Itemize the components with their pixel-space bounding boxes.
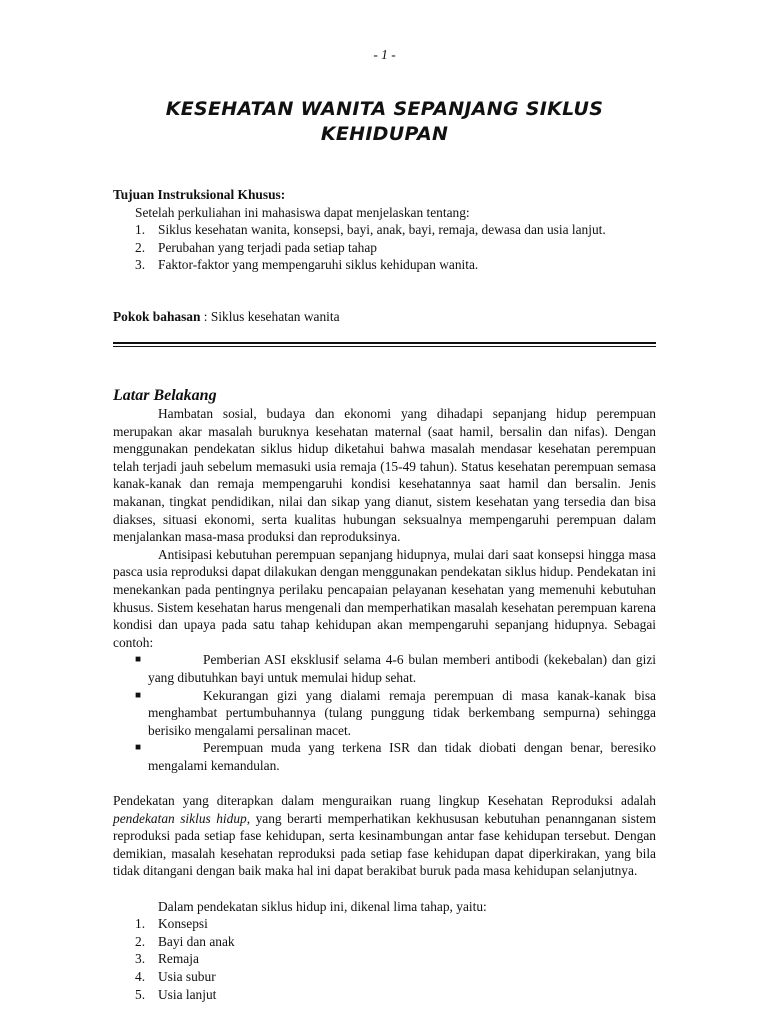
list-item-number: 1. xyxy=(135,916,146,932)
topic-line xyxy=(113,308,340,326)
objectives-list xyxy=(113,221,656,274)
bullet-icon: ■ xyxy=(135,742,142,754)
topic-value: Siklus kesehatan wanita xyxy=(210,309,340,324)
list-item xyxy=(113,986,656,1004)
list-item xyxy=(113,239,656,257)
objectives-heading: Tujuan Instruksional Khusus: xyxy=(113,187,286,202)
section-heading: Latar Belakang xyxy=(113,387,217,404)
list-item-text: Perubahan yang terjadi pada setiap tahap xyxy=(158,239,377,255)
paragraph: Antisipasi kebutuhan perempuan sepanjang hidupnya, mulai dari saat konsepsi hingga masa pasca usia reproduksi dapat dilakukan dengan menggunakan pendekatan siklus hidup. Pendekatan ini menekankan pada pentingnya perilaku pencapaian pelayanan kesehatan yang memenuhi kebutuhan khusus. Sistem kesehatan harus mengenali dan memperhatikan masalah kesehatan perempuan karena kondisi dan upaya pada satu tahap kehidupan akan mempengaruhi sepanjang hidupnya. Sebagai contoh: xyxy=(113,546,656,650)
list-item xyxy=(113,687,656,740)
list-item xyxy=(113,651,656,686)
spacer xyxy=(113,774,656,792)
list-item-number: 3. xyxy=(135,951,146,967)
list-item-number: 1. xyxy=(135,222,146,238)
example-list xyxy=(113,651,656,774)
list-item-text: Usia subur xyxy=(158,969,216,984)
bullet-icon: ■ xyxy=(135,689,142,701)
list-item xyxy=(113,256,656,274)
list-item-number: 3. xyxy=(135,257,146,273)
page-number: - 1 - xyxy=(373,47,396,62)
stages-intro: Dalam pendekatan siklus hidup ini, dikenal lima tahap, yaitu: xyxy=(158,898,487,914)
topic-label: Pokok bahasan xyxy=(113,309,201,324)
list-item-text: Bayi dan anak xyxy=(158,933,235,949)
list-item xyxy=(113,933,656,951)
list-item xyxy=(113,739,656,774)
list-item xyxy=(113,968,656,986)
objectives-intro: Setelah perkuliahan ini mahasiswa dapat menjelaskan tentang: xyxy=(135,204,470,220)
title-line-1: KESEHATAN WANITA SEPANJANG SIKLUS xyxy=(165,98,604,120)
list-item-text: Konsepsi xyxy=(158,916,208,932)
bullet-icon: ■ xyxy=(135,654,142,666)
paragraph: Hambatan sosial, budaya dan ekonomi yang dihadapi sepanjang hidup perempuan merupakan akar masalah buruknya kesehatan maternal (saat hamil, bersalin dan nifas). Dengan menggunakan pendekatan siklus hidup diketahui bahwa masalah mendasar kesehatan perempuan telah terjadi jauh sebelum memasuki usia remaja (15-49 tahun). Status kesehatan perempuan semasa kanak-kanak dan remaja mempengaruhi kondisi kesehatannya saat hamil dan bersalin. Jenis makanan, tingkat pendidikan, nilai dan sikap yang dianut, sistem kesehatan yang tersedia dan bisa diakses, situasi ekonomi, serta kualitas hubungan seksualnya mempengaruhi perempuan dalam menjalankan masa-masa produksi dan reproduksinya. xyxy=(113,406,656,545)
paragraph-text: , yang berarti memperhatikan kekhususan kebutuhan penannganan sistem reproduksi pada setiap fase kehidupan, serta kesinambungan antar fase kehidupan tersebut. Dengan demikian, masalah kesehatan reproduksi pada setiap fase kehidupan dapat diperkirakan, yang bila tidak ditangani dengan baik maka hal ini dapat berakibat buruk pada masa kehidupan selanjutnya. xyxy=(113,810,656,879)
paragraph-emphasis: pendekatan siklus hidup xyxy=(113,810,247,826)
spacer xyxy=(113,880,656,898)
list-item xyxy=(113,221,656,239)
paragraph xyxy=(113,792,656,880)
paragraph-text: Pendekatan yang diterapkan dalam menguraikan ruang lingkup Kesehatan Reproduksi adalah xyxy=(113,793,656,809)
list-item xyxy=(113,915,656,933)
list-item-number: 2. xyxy=(135,933,146,949)
objectives-section xyxy=(113,186,656,274)
stages-list xyxy=(113,915,656,1003)
list-item-text: Faktor-faktor yang mempengaruhi siklus kehidupan wanita. xyxy=(158,257,479,273)
list-item xyxy=(113,950,656,968)
list-item-number: 5. xyxy=(135,986,146,1002)
list-item-text: Usia lanjut xyxy=(158,986,217,1002)
document-title xyxy=(113,97,656,147)
list-item-text: Kekurangan gizi yang dialami remaja perempuan di masa kanak-kanak bisa menghambat pertumbuhannya (tulang punggung tidak berkembang sempurna) sehingga berisiko mengalami persalinan macet. xyxy=(148,687,656,738)
list-item-number: 4. xyxy=(135,969,146,984)
list-item-number: 2. xyxy=(135,239,146,255)
divider-thin xyxy=(113,346,656,347)
divider-thick xyxy=(113,342,656,344)
section-body xyxy=(113,405,656,1003)
topic-separator: : xyxy=(200,309,211,324)
list-item-text: Pemberian ASI eksklusif selama 4-6 bulan memberi antibodi (kekebalan) dan gizi yang dibutuhkan bayi untuk memulai hidup sehat. xyxy=(148,652,656,685)
list-item-text: Remaja xyxy=(158,951,199,967)
list-item-text: Siklus kesehatan wanita, konsepsi, bayi, anak, bayi, remaja, dewasa dan usia lanjut. xyxy=(158,222,606,238)
list-item-text: Perempuan muda yang terkena ISR dan tidak diobati dengan benar, beresiko mengalami kemandulan. xyxy=(148,740,656,773)
title-line-2: KEHIDUPAN xyxy=(320,123,449,145)
